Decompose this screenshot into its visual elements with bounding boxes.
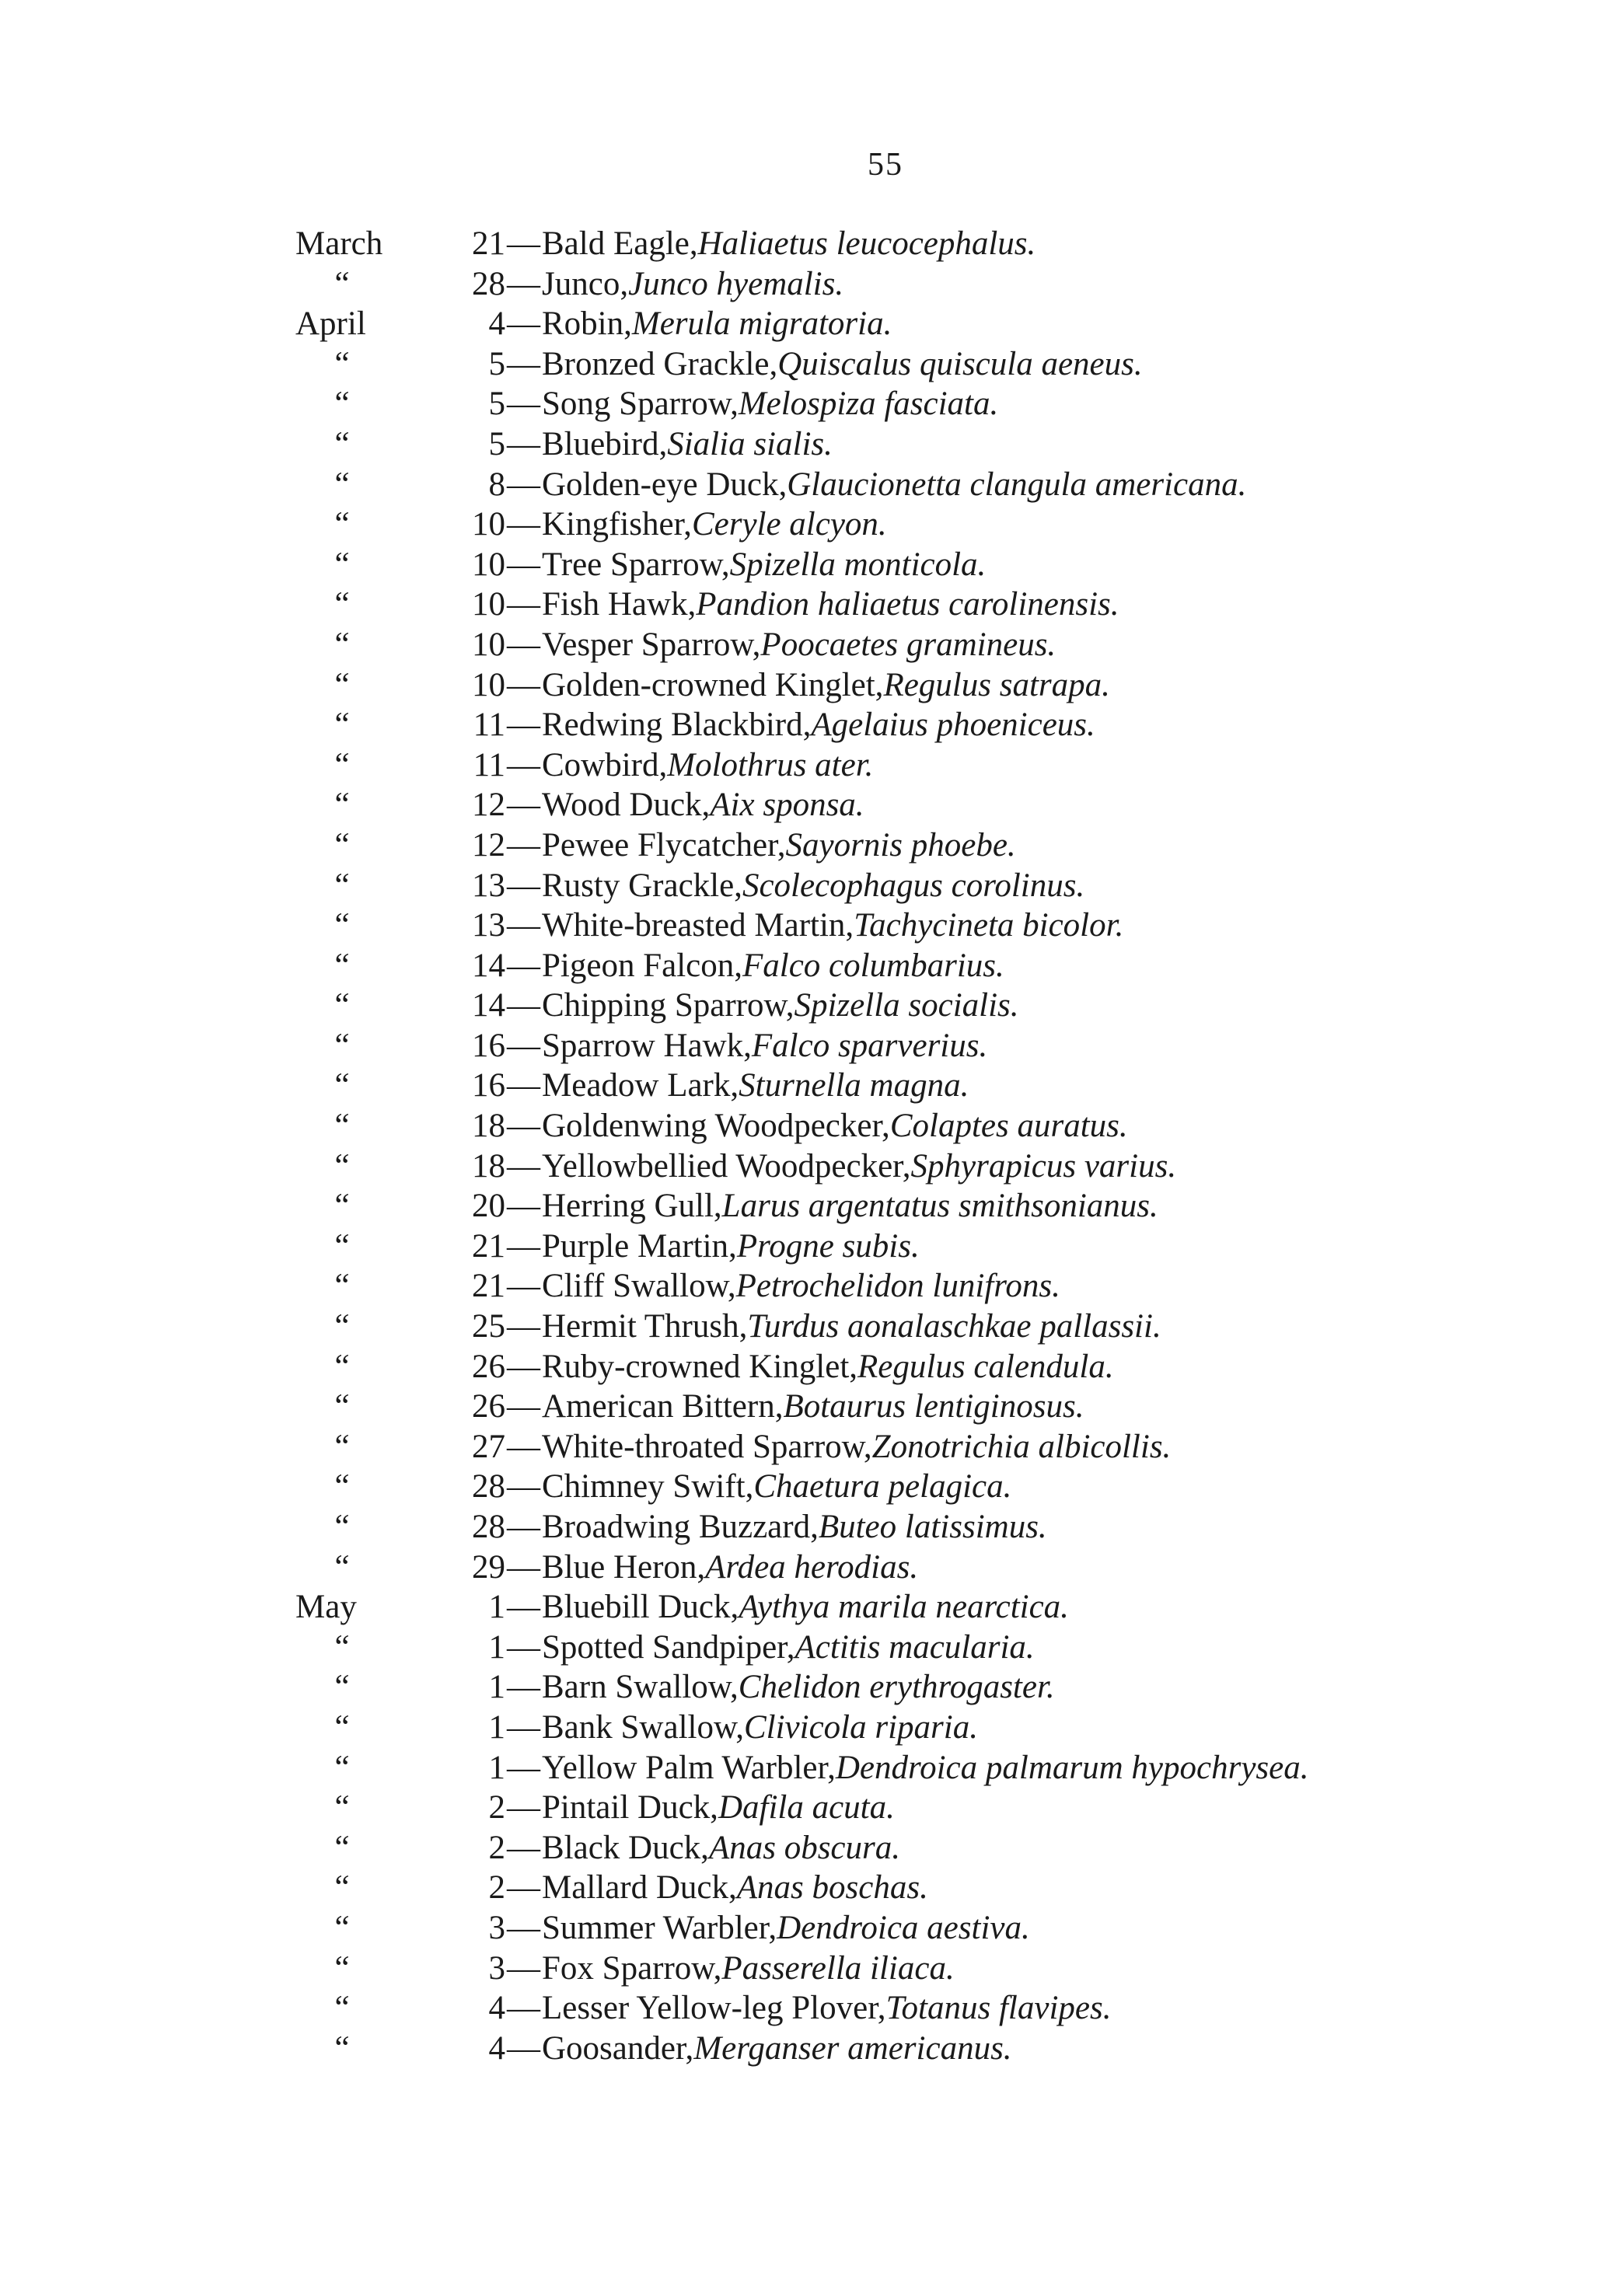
list-item [295, 1587, 1601, 1628]
entry-month: “ [334, 466, 350, 503]
entry-day: 1 [488, 1669, 505, 1706]
entry-month: “ [334, 1188, 350, 1225]
entry-day: 5 [488, 386, 505, 423]
entry-dash: — [507, 787, 540, 824]
entry-day: 26 [472, 1348, 505, 1385]
entry-day: 1 [488, 1628, 505, 1666]
entry-dash: — [507, 2029, 540, 2067]
entry-day: 16 [472, 1067, 505, 1104]
list-item [295, 905, 1601, 946]
entry-month: “ [334, 746, 350, 783]
entry-latin-name: Junco hyemalis. [628, 265, 844, 302]
entry-latin-name: Sialia sialis. [667, 425, 833, 462]
entry-latin-name: Zonotrichia albicollis. [871, 1428, 1172, 1465]
entry-common-name: Kingfisher, [542, 506, 692, 543]
entry-common-name: Yellow Palm Warbler, [542, 1749, 836, 1786]
entry-common-name: Tree Sparrow, [542, 546, 730, 583]
entry-common-name: Wood Duck, [542, 787, 711, 824]
entry-common-name: Redwing Blackbird, [542, 707, 812, 744]
entry-latin-name: Colaptes auratus. [889, 1108, 1128, 1145]
entry-day: 5 [488, 425, 505, 462]
list-item [295, 1467, 1601, 1507]
entry-latin-name: Chelidon erythrogaster. [738, 1669, 1055, 1706]
entry-month: “ [334, 787, 350, 824]
entry-common-name: Hermit Thrush, [542, 1308, 748, 1345]
entry-dash: — [507, 1990, 540, 2027]
list-item [295, 1266, 1601, 1307]
list-item [295, 1307, 1601, 1347]
list-item [295, 384, 1601, 424]
entry-month: “ [334, 1548, 350, 1586]
entry-dash: — [507, 1909, 540, 1946]
entry-common-name: Blue Heron, [542, 1548, 706, 1586]
entry-day: 4 [488, 2029, 505, 2067]
entry-dash: — [507, 1188, 540, 1225]
entry-common-name: American Bittern, [542, 1388, 784, 1425]
entry-month: “ [334, 1468, 350, 1506]
list-item [295, 504, 1601, 545]
page-number: 55 [868, 147, 903, 183]
entry-common-name: Vesper Sparrow, [542, 626, 761, 663]
entry-latin-name: Regulus satrapa. [883, 666, 1110, 703]
entry-latin-name: Totanus flavipes. [885, 1990, 1112, 2027]
entry-month: “ [334, 1268, 350, 1305]
entry-latin-name: Sturnella magna. [739, 1067, 969, 1104]
entry-day: 14 [472, 947, 505, 984]
entry-common-name: Fish Hawk, [542, 586, 697, 623]
entry-month: “ [334, 345, 350, 382]
entry-dash: — [507, 586, 540, 623]
entry-common-name: Purple Martin, [542, 1227, 737, 1265]
entry-latin-name: Falco columbarius. [742, 947, 1004, 984]
entry-dash: — [507, 1468, 540, 1506]
entry-dash: — [507, 1589, 540, 1626]
entry-month: “ [334, 1789, 350, 1827]
entry-day: 1 [488, 1749, 505, 1786]
entry-latin-name: Larus argentatus smithsonianus. [721, 1188, 1158, 1225]
entry-dash: — [507, 1108, 540, 1145]
list-item [295, 1548, 1601, 1588]
entry-month: “ [334, 1909, 350, 1946]
entry-dash: — [507, 1308, 540, 1345]
entry-day: 4 [488, 1990, 505, 2027]
list-item [295, 785, 1601, 825]
entry-month: “ [334, 586, 350, 623]
entry-day: 20 [472, 1188, 505, 1225]
list-item [295, 1066, 1601, 1106]
list-item [295, 1908, 1601, 1949]
entry-month: “ [334, 907, 350, 944]
entry-dash: — [507, 1869, 540, 1907]
entry-day: 10 [472, 546, 505, 583]
entry-day: 12 [472, 826, 505, 864]
entry-month: April [295, 305, 366, 343]
entry-day: 11 [473, 707, 505, 744]
entry-dash: — [507, 305, 540, 343]
entry-latin-name: Quiscalus quiscula aeneus. [777, 345, 1143, 382]
entry-dash: — [507, 225, 540, 262]
entry-day: 8 [488, 466, 505, 503]
list-item [295, 1868, 1601, 1908]
entry-latin-name: Molothrus ater. [667, 746, 874, 783]
entry-common-name: Black Duck, [542, 1829, 709, 1866]
entry-day: 11 [473, 746, 505, 783]
entry-dash: — [507, 1509, 540, 1545]
list-item [295, 1106, 1601, 1146]
entry-month: “ [334, 987, 350, 1024]
entry-dash: — [507, 345, 540, 382]
entry-common-name: Bald Eagle, [542, 225, 698, 262]
entry-month: “ [334, 867, 350, 904]
entry-common-name: Goldenwing Woodpecker, [542, 1108, 890, 1145]
entry-month: “ [334, 506, 350, 543]
entry-day: 13 [472, 907, 505, 944]
entry-day: 5 [488, 345, 505, 382]
entry-latin-name: Anas boschas. [736, 1869, 928, 1907]
entry-common-name: Mallard Duck, [542, 1869, 737, 1907]
entry-common-name: Chimney Swift, [542, 1468, 754, 1506]
list-item [295, 1628, 1601, 1668]
list-item [295, 625, 1601, 665]
entry-dash: — [507, 1749, 540, 1786]
bird-arrival-list [295, 224, 1601, 2068]
entry-common-name: Pigeon Falcon, [542, 947, 742, 984]
entry-month: “ [334, 1227, 350, 1265]
entry-month: “ [334, 1308, 350, 1345]
entry-dash: — [507, 1268, 540, 1305]
entry-dash: — [507, 1669, 540, 1706]
entry-day: 18 [472, 1147, 505, 1185]
entry-dash: — [507, 1829, 540, 1866]
entry-month: “ [334, 947, 350, 984]
entry-common-name: Rusty Grackle, [542, 867, 742, 904]
entry-latin-name: Ardea herodias. [705, 1548, 919, 1586]
entry-day: 3 [488, 1949, 505, 1987]
entry-day: 3 [488, 1909, 505, 1946]
entry-day: 2 [488, 1869, 505, 1907]
list-item [295, 264, 1601, 305]
list-item [295, 825, 1601, 866]
entry-dash: — [507, 425, 540, 462]
list-item [295, 1748, 1601, 1788]
entry-latin-name: Spizella monticola. [729, 546, 987, 583]
entry-day: 28 [472, 265, 505, 302]
entry-day: 13 [472, 867, 505, 904]
entry-month: “ [334, 1708, 350, 1746]
entry-latin-name: Dafila acuta. [718, 1789, 895, 1827]
entry-day: 18 [472, 1108, 505, 1145]
list-item [295, 2029, 1601, 2069]
entry-dash: — [507, 506, 540, 543]
entry-common-name: White-breasted Martin, [542, 907, 854, 944]
entry-latin-name: Progne subis. [736, 1227, 920, 1265]
list-item [295, 1828, 1601, 1869]
entry-dash: — [507, 466, 540, 503]
entry-dash: — [507, 1628, 540, 1666]
entry-common-name: Fox Sparrow, [542, 1949, 722, 1987]
entry-latin-name: Petrochelidon lunifrons. [735, 1268, 1060, 1305]
entry-day: 10 [472, 586, 505, 623]
entry-common-name: Ruby-crowned Kinglet, [542, 1348, 858, 1385]
entry-month: “ [334, 826, 350, 864]
list-item [295, 665, 1601, 706]
list-item [295, 304, 1601, 344]
entry-latin-name: Pandion haliaetus carolinensis. [696, 586, 1119, 623]
entry-common-name: Lesser Yellow-leg Plover, [542, 1990, 886, 2027]
entry-latin-name: Aix sponsa. [710, 787, 864, 824]
entry-common-name: Cliff Swallow, [542, 1268, 736, 1305]
entry-latin-name: Ceryle alcyon. [691, 506, 887, 543]
entry-day: 1 [488, 1708, 505, 1746]
entry-month: “ [334, 546, 350, 583]
entry-month: “ [334, 626, 350, 663]
entry-dash: — [507, 1147, 540, 1185]
entry-day: 10 [472, 626, 505, 663]
entry-common-name: Broadwing Buzzard, [542, 1509, 819, 1545]
entry-month: “ [334, 1027, 350, 1064]
list-item [295, 986, 1601, 1026]
entry-dash: — [507, 1428, 540, 1465]
entry-common-name: Goosander, [542, 2029, 694, 2067]
entry-latin-name: Scolecophagus corolinus. [742, 867, 1085, 904]
list-item [295, 1026, 1601, 1066]
entry-latin-name: Buteo latissimus. [818, 1509, 1047, 1545]
list-item [295, 705, 1601, 745]
list-item [295, 1347, 1601, 1387]
entry-common-name: Bluebill Duck, [542, 1589, 739, 1626]
entry-month: “ [334, 2029, 350, 2067]
entry-dash: — [507, 1388, 540, 1425]
list-item [295, 745, 1601, 786]
entry-day: 2 [488, 1829, 505, 1866]
entry-day: 28 [472, 1468, 505, 1506]
entry-day: 21 [472, 1268, 505, 1305]
entry-common-name: Pintail Duck, [542, 1789, 718, 1827]
entry-day: 2 [488, 1789, 505, 1827]
entry-latin-name: Tachycineta bicolor. [854, 907, 1124, 944]
list-item [295, 465, 1601, 505]
list-item [295, 1988, 1601, 2029]
entry-month: May [295, 1589, 357, 1626]
list-item [295, 1708, 1601, 1748]
entry-common-name: Golden-eye Duck, [542, 466, 788, 503]
entry-day: 16 [472, 1027, 505, 1064]
entry-month: March [295, 225, 383, 262]
entry-day: 14 [472, 987, 505, 1024]
entry-latin-name: Falco sparverius. [751, 1027, 988, 1064]
entry-common-name: White-throated Sparrow, [542, 1428, 872, 1465]
entry-month: “ [334, 1749, 350, 1786]
list-item [295, 946, 1601, 986]
entry-latin-name: Chaetura pelagica. [753, 1468, 1012, 1506]
entry-dash: — [507, 546, 540, 583]
entry-latin-name: Botaurus lentiginosus. [783, 1388, 1084, 1425]
entry-common-name: Sparrow Hawk, [542, 1027, 752, 1064]
list-item [295, 1186, 1601, 1227]
entry-month: “ [334, 1949, 350, 1987]
entry-month: “ [334, 1108, 350, 1145]
entry-latin-name: Poocaetes gramineus. [760, 626, 1056, 663]
entry-common-name: Robin, [542, 305, 632, 343]
entry-month: “ [334, 386, 350, 423]
entry-dash: — [507, 1067, 540, 1104]
entry-latin-name: Sayornis phoebe. [785, 826, 1016, 864]
entry-common-name: Golden-crowned Kinglet, [542, 666, 884, 703]
entry-day: 21 [472, 1227, 505, 1265]
list-item [295, 224, 1601, 264]
entry-day: 29 [472, 1548, 505, 1586]
entry-common-name: Song Sparrow, [542, 386, 739, 423]
list-item [295, 1949, 1601, 1989]
entry-month: “ [334, 666, 350, 703]
entry-month: “ [334, 1147, 350, 1185]
list-item [295, 1387, 1601, 1427]
list-item [295, 1427, 1601, 1467]
entry-month: “ [334, 1869, 350, 1907]
entry-latin-name: Dendroica palmarum hypochrysea. [835, 1749, 1309, 1786]
entry-common-name: Yellowbellied Woodpecker, [542, 1147, 911, 1185]
entry-latin-name: Spizella socialis. [794, 987, 1019, 1024]
entry-common-name: Chipping Sparrow, [542, 987, 795, 1024]
entry-latin-name: Sphyrapicus varius. [910, 1147, 1177, 1185]
entry-dash: — [507, 1789, 540, 1827]
entry-latin-name: Haliaetus leucocephalus. [697, 225, 1036, 262]
entry-dash: — [507, 826, 540, 864]
entry-dash: — [507, 907, 540, 944]
entry-month: “ [334, 1990, 350, 2027]
entry-common-name: Spotted Sandpiper, [542, 1628, 795, 1666]
entry-day: 10 [472, 666, 505, 703]
entry-latin-name: Merganser americanus. [693, 2029, 1012, 2067]
entry-dash: — [507, 746, 540, 783]
list-item [295, 866, 1601, 906]
entry-common-name: Bank Swallow, [542, 1708, 744, 1746]
list-item [295, 1667, 1601, 1708]
entry-day: 27 [472, 1428, 505, 1465]
entry-month: “ [334, 425, 350, 462]
entry-latin-name: Regulus calendula. [857, 1348, 1114, 1385]
entry-day: 26 [472, 1388, 505, 1425]
list-item [295, 424, 1601, 465]
entry-common-name: Junco, [542, 265, 629, 302]
entry-day: 12 [472, 787, 505, 824]
entry-month: “ [334, 1628, 350, 1666]
entry-month: “ [334, 265, 350, 302]
list-item [295, 584, 1601, 625]
list-item [295, 344, 1601, 385]
entry-latin-name: Passerella iliaca. [721, 1949, 955, 1987]
entry-latin-name: Aythya marila nearctica. [739, 1589, 1069, 1626]
entry-latin-name: Agelaius phoeniceus. [811, 707, 1095, 744]
entry-day: 28 [472, 1509, 505, 1545]
entry-latin-name: Melospiza fasciata. [738, 386, 999, 423]
entry-dash: — [507, 1548, 540, 1586]
entry-common-name: Herring Gull, [542, 1188, 722, 1225]
entry-common-name: Summer Warbler, [542, 1909, 777, 1946]
entry-dash: — [507, 265, 540, 302]
entry-dash: — [507, 1348, 540, 1385]
entry-dash: — [507, 947, 540, 984]
entry-dash: — [507, 1027, 540, 1064]
entry-month: “ [334, 1067, 350, 1104]
entry-common-name: Pewee Flycatcher, [542, 826, 786, 864]
entry-latin-name: Merula migratoria. [631, 305, 892, 343]
entry-latin-name: Turdus aonalaschkae pallassii. [747, 1308, 1161, 1345]
entry-month: “ [334, 1669, 350, 1706]
entry-common-name: Bluebird, [542, 425, 668, 462]
entry-month: “ [334, 1428, 350, 1465]
list-item [295, 1507, 1601, 1548]
entry-common-name: Meadow Lark, [542, 1067, 739, 1104]
list-item [295, 1227, 1601, 1267]
entry-day: 10 [472, 506, 505, 543]
entry-dash: — [507, 1227, 540, 1265]
list-item [295, 545, 1601, 585]
entry-dash: — [507, 1949, 540, 1987]
entry-common-name: Barn Swallow, [542, 1669, 739, 1706]
entry-dash: — [507, 626, 540, 663]
entry-dash: — [507, 867, 540, 904]
list-item [295, 1788, 1601, 1828]
entry-month: “ [334, 1388, 350, 1425]
entry-month: “ [334, 1829, 350, 1866]
entry-day: 4 [488, 305, 505, 343]
entry-latin-name: Dendroica aestiva. [777, 1909, 1030, 1946]
entry-dash: — [507, 987, 540, 1024]
entry-day: 21 [472, 225, 505, 262]
entry-latin-name: Anas obscura. [708, 1829, 900, 1866]
entry-dash: — [507, 666, 540, 703]
entry-latin-name: Actitis macularia. [795, 1628, 1035, 1666]
entry-day: 1 [488, 1589, 505, 1626]
entry-month: “ [334, 1348, 350, 1385]
entry-month: “ [334, 1509, 350, 1545]
entry-dash: — [507, 707, 540, 744]
entry-dash: — [507, 1708, 540, 1746]
entry-day: 25 [472, 1308, 505, 1345]
entry-common-name: Cowbird, [542, 746, 668, 783]
entry-month: “ [334, 707, 350, 744]
entry-dash: — [507, 386, 540, 423]
entry-latin-name: Clivicola riparia. [743, 1708, 978, 1746]
list-item [295, 1146, 1601, 1187]
entry-common-name: Bronzed Grackle, [542, 345, 778, 382]
entry-latin-name: Glaucionetta clangula americana. [787, 466, 1247, 503]
